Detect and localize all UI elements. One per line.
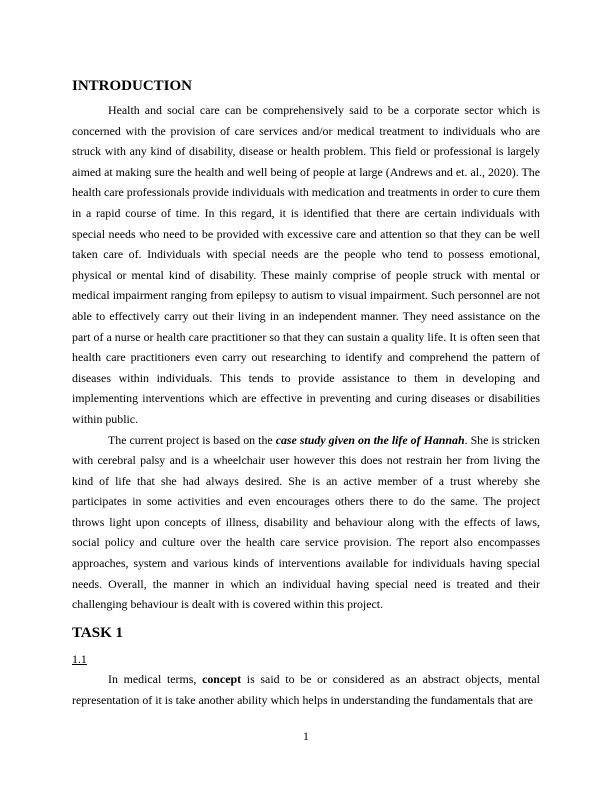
- introduction-paragraph-2: [72, 430, 540, 615]
- paragraph-text: In medical terms,: [108, 672, 203, 687]
- paragraph-text: . She is stricken with cerebral palsy and is a wheelchair user however this does not restrain her from living the kind of life that she had always desired. She is an active member of a trust whereby she participates in some activities and even encourages others there to do the same. The project throws light upon concepts of illness, disability and behaviour along with the effects of laws, social policy and culture over the health care service provision. The report also encompasses approaches, system and various kinds of interventions available for individuals having special needs. Overall, the manner in which an individual having special need is treated and their challenging behaviour is dealt with is covered within this project.: [72, 432, 540, 612]
- document-page: [72, 76, 540, 711]
- task-1-paragraph: [72, 669, 540, 710]
- introduction-paragraph-1: Health and social care can be comprehensively said to be a corporate sector which is concerned with the provision of care services and/or medical treatment to individuals who are struck with any kind of disability, disease or health problem. This field or professional is largely aimed at making sure the health and well being of people at large (Andrews and et. al., 2020). The health care professionals provide individuals with medication and treatments in order to cure them in a rapid course of time. In this regard, it is identified that there are certain individuals with special needs who need to be provided with excessive care and attention so that they can be well taken care of. Individuals with special needs are the people who tend to possess emotional, physical or mental kind of disability. These mainly comprise of people struck with mental or medical impairment ranging from epilepsy to autism to visual impairment. Such personnel are not able to effectively carry out their living in an independent manner. They need assistance on the part of a nurse or health care practitioner so that they can sustain a quality life. It is often seen that health care practitioners even carry out researching to identify and comprehend the pattern of diseases within individuals. This tends to provide assistance to them in developing and implementing interventions which are effective in preventing and curing diseases or disabilities within public.: [72, 103, 540, 426]
- paragraph-text: The current project is based on the: [108, 432, 276, 447]
- task-1-heading: TASK 1: [72, 624, 123, 641]
- introduction-heading: INTRODUCTION: [72, 78, 193, 94]
- subsection-number: 1.1: [72, 651, 87, 666]
- case-study-emphasis: case study given on the life of Hannah: [275, 432, 465, 447]
- page-number: 1: [303, 729, 309, 743]
- concept-emphasis: concept: [202, 672, 242, 687]
- paragraph-text: is said to be or considered as an abstract objects, mental representation of it is take another ability which helps in understanding the fundamentals that are: [72, 672, 540, 708]
